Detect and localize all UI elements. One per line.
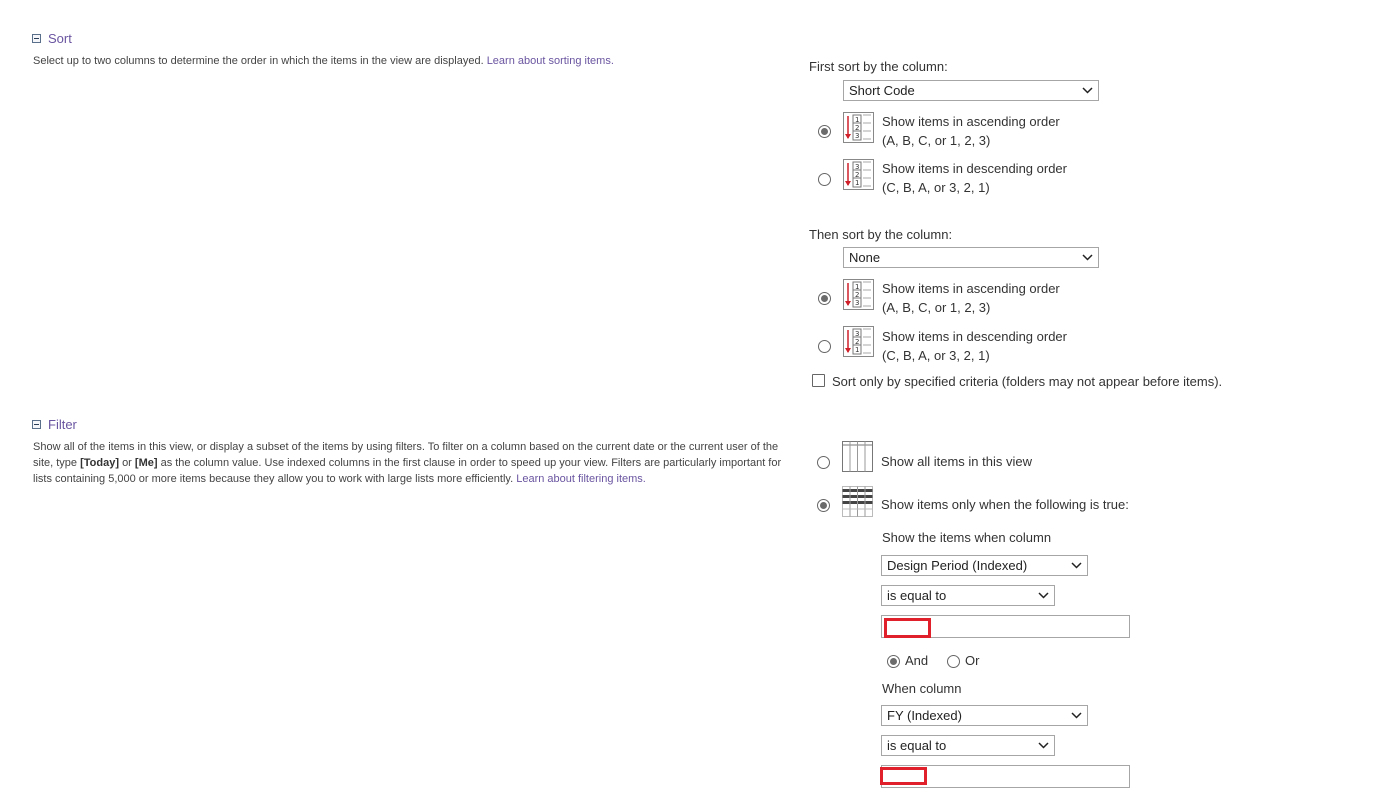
learn-sorting-link[interactable]: Learn about sorting items. (486, 55, 614, 67)
first-descending-radio[interactable] (818, 173, 831, 186)
then-descending-line1: Show items in descending order (882, 329, 1067, 344)
when-column-label-2: When column (882, 681, 962, 696)
first-ascending-line2: (A, B, C, or 1, 2, 3) (882, 133, 991, 148)
then-descending-label (882, 327, 1067, 365)
filter-description (33, 439, 793, 487)
today-token: [Today] (80, 457, 119, 469)
first-descending-line1: Show items in descending order (882, 161, 1067, 176)
or-label: Or (965, 653, 980, 668)
first-ascending-line1: Show items in ascending order (882, 114, 1060, 129)
first-ascending-label (882, 112, 1060, 150)
filter-operator-1-value: is equal to (887, 588, 947, 603)
filter-collapse-icon[interactable] (32, 420, 41, 429)
filter-column-1-select[interactable] (881, 555, 1088, 576)
then-ascending-radio[interactable] (818, 292, 831, 305)
filter-column-1-value: Design Period (Indexed) (887, 558, 1028, 573)
show-items-when-radio[interactable] (817, 499, 830, 512)
sort-collapse-icon[interactable] (32, 34, 41, 43)
chevron-down-icon (1038, 740, 1049, 751)
then-ascending-line1: Show items in ascending order (882, 281, 1060, 296)
first-sort-column-value: Short Code (849, 83, 915, 98)
redaction-box (884, 618, 931, 638)
filter-desc-part1: Show all of the items in this view, or display a subset of the items by using filters. To filter on a column based on the current date or the current user of the site, type (33, 441, 779, 469)
then-sort-label: Then sort by the column: (809, 227, 953, 242)
first-sort-column-select[interactable] (843, 80, 1099, 101)
redaction-box (880, 767, 927, 785)
chevron-down-icon (1082, 252, 1093, 263)
then-ascending-label (882, 279, 1060, 317)
then-sort-column-value: None (849, 250, 881, 265)
filter-desc-part2: as the column value. Use indexed columns in the first clause in order to speed up your view. Filters are particularly important for lists containing 5,000 or more items because they allow you to work with large lists more efficiently. (33, 457, 782, 485)
chevron-down-icon (1038, 590, 1049, 601)
first-sort-label: First sort by the column: (809, 59, 948, 74)
chevron-down-icon (1071, 560, 1082, 571)
svg-text:2: 2 (855, 338, 860, 346)
filter-column-2-select[interactable] (881, 705, 1088, 726)
then-descending-line2: (C, B, A, or 3, 2, 1) (882, 348, 990, 363)
show-all-items-radio[interactable] (817, 456, 830, 469)
chevron-down-icon (1082, 85, 1093, 96)
filter-operator-2-select[interactable] (881, 735, 1055, 756)
me-token: [Me] (134, 457, 158, 469)
svg-text:3: 3 (855, 132, 860, 140)
then-sort-column-select[interactable] (843, 247, 1099, 268)
sort-description (33, 53, 773, 69)
show-all-items-label: Show all items in this view (881, 454, 1032, 469)
sort-ascending-icon (843, 279, 874, 310)
sort-descending-icon (843, 326, 874, 357)
first-descending-line2: (C, B, A, or 3, 2, 1) (882, 180, 990, 195)
show-items-when-label: Show items only when the following is true: (881, 497, 1129, 512)
svg-text:2: 2 (855, 124, 860, 132)
svg-text:3: 3 (855, 163, 860, 171)
learn-filtering-link[interactable]: Learn about filtering items. (516, 473, 646, 485)
sort-descending-icon (843, 159, 874, 190)
table-grid-icon (842, 441, 873, 472)
or-radio[interactable] (947, 655, 960, 668)
and-radio[interactable] (887, 655, 900, 668)
when-column-label-1: Show the items when column (882, 530, 1052, 545)
sort-only-criteria-label: Sort only by specified criteria (folders may not appear before items). (832, 374, 1223, 389)
sort-description-text: Select up to two columns to determine the order in which the items in the view are displayed. (33, 55, 484, 67)
svg-text:2: 2 (855, 291, 860, 299)
chevron-down-icon (1071, 710, 1082, 721)
svg-text:1: 1 (855, 283, 860, 291)
filter-operator-2-value: is equal to (887, 738, 947, 753)
svg-text:3: 3 (855, 330, 860, 338)
sort-only-criteria-checkbox[interactable] (812, 374, 825, 387)
sort-ascending-icon (843, 112, 874, 143)
svg-text:2: 2 (855, 171, 860, 179)
and-label: And (905, 653, 929, 668)
filtered-table-icon (842, 486, 873, 517)
filter-section-title[interactable]: Filter (48, 417, 77, 432)
filter-operator-1-select[interactable] (881, 585, 1055, 606)
svg-text:1: 1 (855, 179, 860, 187)
filter-column-2-value: FY (Indexed) (887, 708, 962, 723)
svg-text:1: 1 (855, 116, 860, 124)
svg-text:3: 3 (855, 299, 860, 307)
filter-desc-or: or (122, 457, 132, 469)
sort-section-title[interactable]: Sort (48, 31, 72, 46)
svg-text:1: 1 (855, 346, 860, 354)
first-descending-label (882, 159, 1067, 197)
first-ascending-radio[interactable] (818, 125, 831, 138)
then-ascending-line2: (A, B, C, or 1, 2, 3) (882, 300, 991, 315)
then-descending-radio[interactable] (818, 340, 831, 353)
